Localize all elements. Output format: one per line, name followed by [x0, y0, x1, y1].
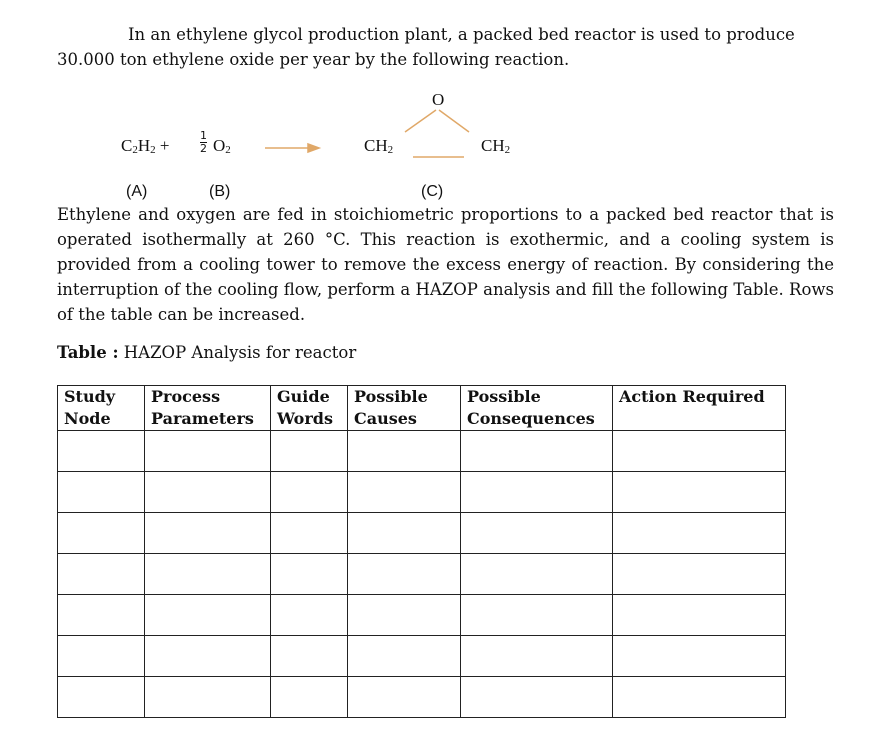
table-row [58, 513, 786, 554]
table-row [58, 431, 786, 472]
table-cell[interactable] [613, 513, 786, 554]
table-row [58, 636, 786, 677]
table-cell[interactable] [271, 431, 348, 472]
header-possible-causes: Possible Causes [348, 386, 461, 431]
arrow-head-icon [308, 144, 319, 152]
table-cell[interactable] [58, 513, 145, 554]
header-process-parameters: Process Parameters [145, 386, 271, 431]
table-cell[interactable] [348, 595, 461, 636]
table-cell[interactable] [58, 677, 145, 718]
reactant-b: $O_2$ [213, 136, 231, 156]
bond-right [439, 110, 469, 132]
table-cell[interactable] [145, 595, 271, 636]
table-cell[interactable] [613, 677, 786, 718]
table-cell[interactable] [271, 677, 348, 718]
table-cell[interactable] [461, 513, 613, 554]
table-cell[interactable] [58, 431, 145, 472]
description-paragraph: Ethylene and oxygen are fed in stoichiometric proportions to a packed bed reactor that is operated isothermally at 260 °C. This reaction is exothermic, and a cooling system is provided from a cooling tower to remove the excess energy of reaction. By considering the interruption of the cooling flow, perform a HAZOP analysis and fill the following Table. Rows of the table can be increased. [57, 205, 834, 324]
table-cell[interactable] [271, 554, 348, 595]
table-cell[interactable] [348, 554, 461, 595]
table-row [58, 595, 786, 636]
table-cell[interactable] [145, 513, 271, 554]
table-row [58, 472, 786, 513]
table-caption: Table : HAZOP Analysis for reactor [57, 343, 357, 362]
table-cell[interactable] [271, 636, 348, 677]
table-cell[interactable] [613, 431, 786, 472]
bond-left [405, 110, 436, 132]
reactant-a: $C_2H_2$ + [121, 136, 170, 156]
table-cell[interactable] [613, 554, 786, 595]
table-cell[interactable] [271, 472, 348, 513]
table-cell[interactable] [271, 595, 348, 636]
table-cell[interactable] [348, 513, 461, 554]
table-cell[interactable] [348, 677, 461, 718]
product-oxygen: O [432, 90, 445, 109]
table-cell[interactable] [461, 472, 613, 513]
table-cell[interactable] [145, 554, 271, 595]
table-cell[interactable] [58, 636, 145, 677]
table-cell[interactable] [145, 677, 271, 718]
table-cell[interactable] [613, 472, 786, 513]
table-cell[interactable] [613, 595, 786, 636]
table-cell[interactable] [461, 677, 613, 718]
table-cell[interactable] [145, 472, 271, 513]
table-cell[interactable] [348, 636, 461, 677]
fraction: 1 2 [200, 129, 207, 155]
table-cell[interactable] [58, 554, 145, 595]
intro-text: In an ethylene glycol production plant, a packed bed reactor is used to produce 30.000 ton ethylene oxide per year by the following reaction. [57, 25, 795, 69]
table-cell[interactable] [145, 636, 271, 677]
product-ch2-left: $CH_2$ [364, 136, 394, 156]
table-cell[interactable] [58, 595, 145, 636]
product-ch2-right: $CH_2$ [481, 136, 511, 156]
table-cell[interactable] [461, 431, 613, 472]
table-row [58, 677, 786, 718]
table-cell[interactable] [58, 472, 145, 513]
header-study-node: Study Node [58, 386, 145, 431]
header-possible-consequences: Possible Consequences [461, 386, 613, 431]
table-cell[interactable] [461, 595, 613, 636]
table-cell[interactable] [348, 472, 461, 513]
label-a: (A) [126, 183, 148, 200]
table-cell[interactable] [348, 431, 461, 472]
header-guide-words: Guide Words [271, 386, 348, 431]
table-cell[interactable] [271, 513, 348, 554]
table-header-row [58, 386, 786, 431]
label-b: (B) [209, 183, 231, 200]
header-action-required: Action Required [613, 386, 786, 431]
label-c: (C) [421, 183, 444, 200]
table-cell[interactable] [145, 431, 271, 472]
hazop-table [57, 385, 786, 718]
table-cell[interactable] [461, 554, 613, 595]
table-cell[interactable] [461, 636, 613, 677]
table-row [58, 554, 786, 595]
table-cell[interactable] [613, 636, 786, 677]
